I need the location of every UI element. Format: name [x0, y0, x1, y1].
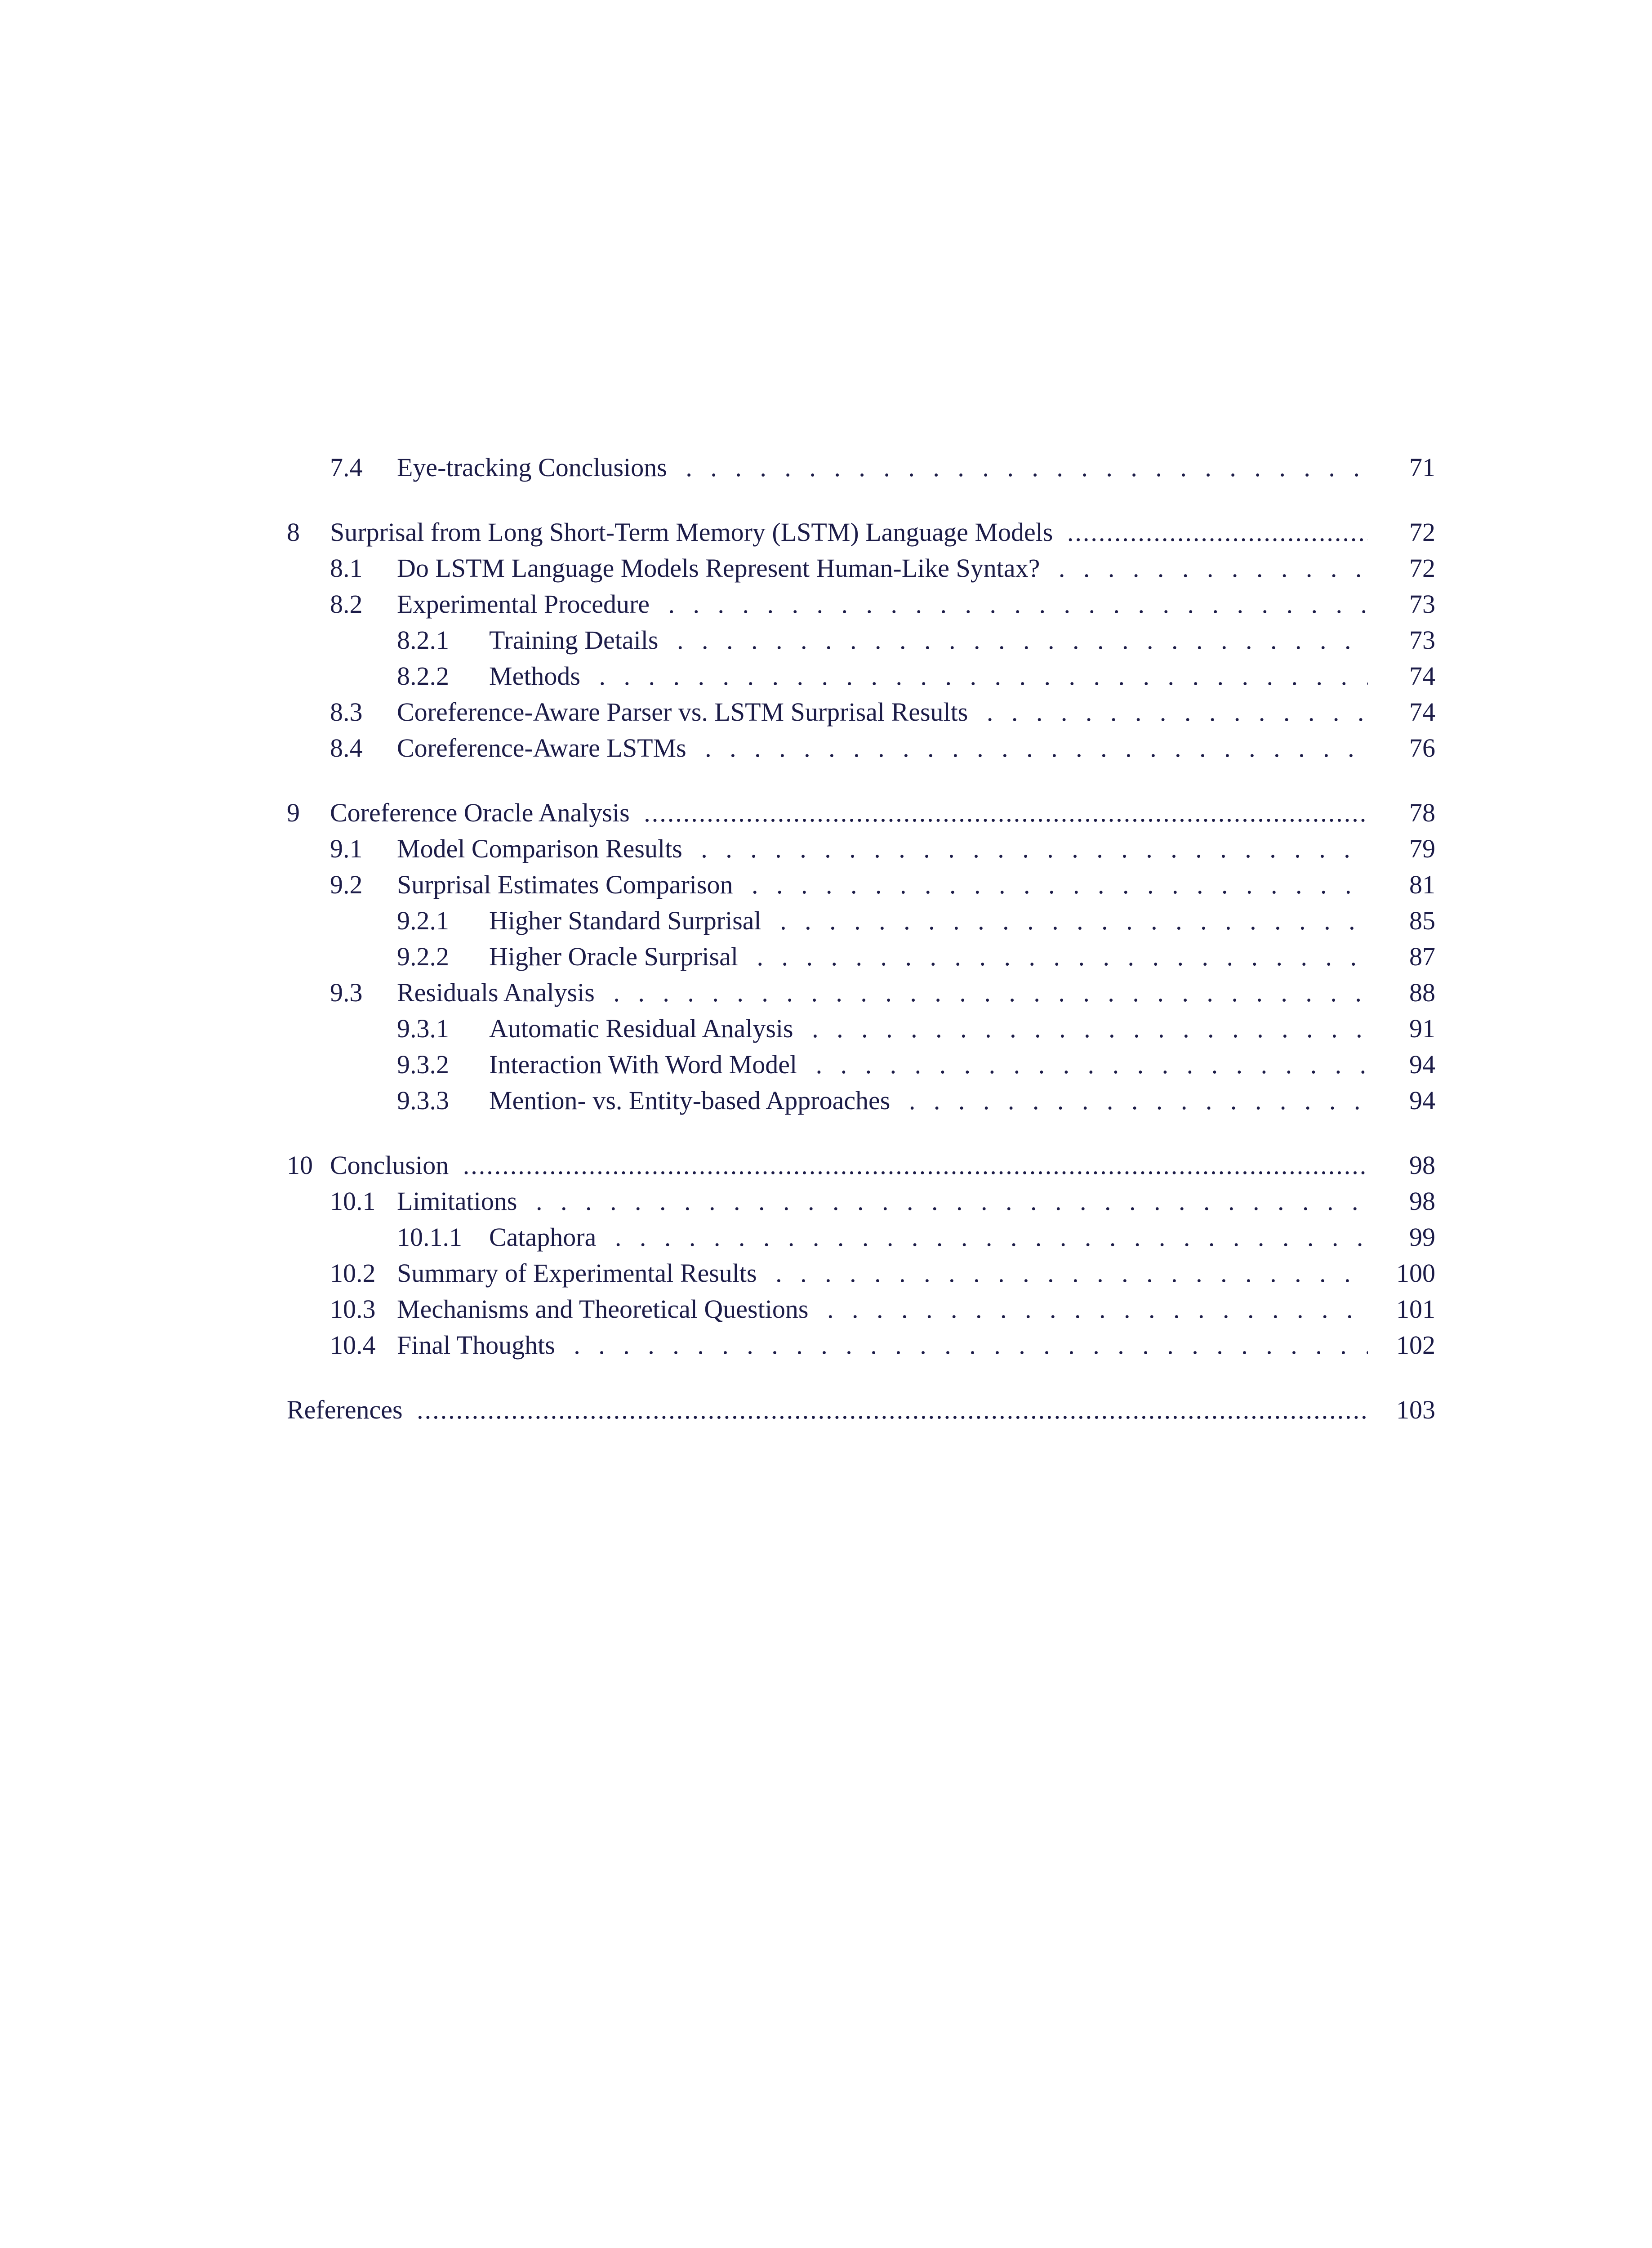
- toc-entry-title-text: Coreference Oracle Analysis: [330, 798, 636, 827]
- toc-entry[interactable]: [287, 1183, 1435, 1219]
- toc-entry-page: 98: [1409, 1186, 1435, 1216]
- toc-entry-title: [330, 1147, 1368, 1183]
- toc-entry-title-text: References: [287, 1395, 409, 1424]
- toc-entry-title-text: Summary of Experimental Results: [397, 1258, 763, 1288]
- toc-entry-title-text: Surprisal from Long Short-Term Memory (LSTM) Language Models: [330, 517, 1059, 547]
- toc-entry-title-text: Automatic Residual Analysis: [489, 1014, 800, 1043]
- toc-entry-page: 85: [1409, 906, 1435, 935]
- toc-entry[interactable]: [287, 550, 1435, 586]
- toc-entry-page: 79: [1409, 834, 1435, 863]
- toc-entry[interactable]: [287, 867, 1435, 903]
- toc-entry[interactable]: [287, 1392, 1435, 1428]
- toc-entry-title: [397, 1327, 1368, 1363]
- toc-entry-number: 9.2.2: [397, 942, 449, 971]
- toc-entry-number: 9.3.1: [397, 1014, 449, 1043]
- toc-entry[interactable]: [287, 730, 1435, 766]
- toc-entry-page: 99: [1409, 1222, 1435, 1252]
- toc-entry-title: [397, 586, 1368, 622]
- toc-entry-page: 88: [1409, 978, 1435, 1007]
- toc-entry-title-text: Coreference-Aware Parser vs. LSTM Surprisal Results: [397, 697, 974, 727]
- toc-entry-title: [397, 1291, 1368, 1327]
- toc-entry-page: 74: [1409, 661, 1435, 691]
- toc-entry-number: 9.3: [330, 978, 363, 1007]
- toc-entry-title-text: Higher Standard Surprisal: [489, 906, 768, 935]
- toc-entry-title-text: Residuals Analysis: [397, 978, 601, 1007]
- toc-entry[interactable]: [287, 1255, 1435, 1291]
- toc-entry[interactable]: [287, 795, 1435, 831]
- toc-entry[interactable]: [287, 1219, 1435, 1255]
- toc-entry-number: 8.3: [330, 697, 363, 727]
- toc-entry-title: [397, 694, 1368, 730]
- toc-entry-title-text: Mechanisms and Theoretical Questions: [397, 1294, 815, 1324]
- toc-entry-title-text: Mention- vs. Entity-based Approaches: [489, 1086, 896, 1115]
- toc-entry-title: [489, 658, 1368, 694]
- toc-entry-number: 10.4: [330, 1330, 376, 1360]
- toc-entry[interactable]: [287, 1011, 1435, 1047]
- toc-entry-page: 101: [1396, 1294, 1435, 1324]
- toc-entry-title: [489, 1011, 1368, 1047]
- toc-entry-number: 7.4: [330, 453, 363, 482]
- table-of-contents: [287, 450, 1435, 1428]
- toc-entry-title-text: Conclusion: [330, 1151, 455, 1180]
- toc-entry-number: 8.4: [330, 733, 363, 763]
- toc-entry-number: 10.2: [330, 1258, 376, 1288]
- toc-entry-number: 9.1: [330, 834, 363, 863]
- toc-entry-number: 8.2.1: [397, 625, 449, 655]
- toc-entry-page: 73: [1409, 625, 1435, 655]
- toc-entry-title: [397, 1255, 1368, 1291]
- toc-entry-title: [397, 730, 1368, 766]
- toc-entry-title-text: Coreference-Aware LSTMs: [397, 733, 693, 763]
- toc-entry[interactable]: [287, 1083, 1435, 1119]
- toc-entry-title: [287, 1392, 1368, 1428]
- toc-entry-title: [489, 903, 1368, 939]
- toc-entry-title-text: Surprisal Estimates Comparison: [397, 870, 739, 899]
- toc-entry-number: 9.2: [330, 870, 363, 899]
- toc-entry[interactable]: [287, 903, 1435, 939]
- toc-entry-number: 9: [287, 798, 300, 827]
- toc-entry-title: [397, 831, 1368, 867]
- toc-entry[interactable]: [287, 450, 1435, 486]
- toc-entry[interactable]: [287, 831, 1435, 867]
- toc-entry-page: 71: [1409, 453, 1435, 482]
- toc-entry-number: 10.1.1: [397, 1222, 462, 1252]
- toc-entry-page: 87: [1409, 942, 1435, 971]
- toc-entry-page: 102: [1396, 1330, 1435, 1360]
- toc-entry-page: 76: [1409, 733, 1435, 763]
- toc-entry-title-text: Model Comparison Results: [397, 834, 689, 863]
- toc-entry-title: [397, 867, 1368, 903]
- toc-entry-page: 72: [1409, 517, 1435, 547]
- toc-entry-title: [330, 514, 1368, 550]
- toc-entry-title-text: Experimental Procedure: [397, 589, 656, 619]
- toc-entry-number: 8.2: [330, 589, 363, 619]
- toc-entry-number: 8: [287, 517, 300, 547]
- toc-entry-page: 78: [1409, 798, 1435, 827]
- toc-entry-number: 9.3.3: [397, 1086, 449, 1115]
- toc-entry-title: [489, 939, 1368, 975]
- toc-entry-number: 9.3.2: [397, 1050, 449, 1079]
- toc-entry[interactable]: [287, 1147, 1435, 1183]
- toc-entry-page: 98: [1409, 1151, 1435, 1180]
- toc-entry-title: [489, 622, 1368, 658]
- toc-entry-page: 103: [1396, 1395, 1435, 1424]
- toc-entry[interactable]: [287, 939, 1435, 975]
- toc-entry[interactable]: [287, 622, 1435, 658]
- toc-entry-page: 73: [1409, 589, 1435, 619]
- toc-entry-page: 74: [1409, 697, 1435, 727]
- toc-entry-title-text: Limitations: [397, 1186, 523, 1216]
- toc-entry-number: 10.3: [330, 1294, 376, 1324]
- toc-entry-page: 72: [1409, 553, 1435, 583]
- toc-entry[interactable]: [287, 1047, 1435, 1083]
- toc-entry-title-text: Training Details: [489, 625, 664, 655]
- toc-entry[interactable]: [287, 975, 1435, 1011]
- toc-entry[interactable]: [287, 586, 1435, 622]
- toc-entry-page: 81: [1409, 870, 1435, 899]
- toc-entry[interactable]: [287, 694, 1435, 730]
- toc-entry-number: 10: [287, 1151, 313, 1180]
- toc-entry-page: 100: [1396, 1258, 1435, 1288]
- toc-entry-title-text: Eye-tracking Conclusions: [397, 453, 673, 482]
- toc-entry-title-text: Cataphora: [489, 1222, 602, 1252]
- toc-entry-page: 94: [1409, 1050, 1435, 1079]
- toc-entry-title: [489, 1083, 1368, 1119]
- toc-entry-title: [397, 550, 1368, 586]
- toc-entry-title: [397, 450, 1368, 486]
- toc-entry[interactable]: [287, 658, 1435, 694]
- toc-entry-page: 91: [1409, 1014, 1435, 1043]
- toc-entry-title: [397, 1183, 1368, 1219]
- toc-entry-title: [330, 795, 1368, 831]
- toc-entry-number: 10.1: [330, 1186, 376, 1216]
- toc-entry-number: 8.1: [330, 553, 363, 583]
- toc-entry[interactable]: [287, 514, 1435, 550]
- toc-entry-title: [489, 1219, 1368, 1255]
- toc-entry-title: [489, 1047, 1368, 1083]
- toc-entry-title-text: Do LSTM Language Models Represent Human-Like Syntax?: [397, 553, 1046, 583]
- toc-entry[interactable]: [287, 1291, 1435, 1327]
- toc-entry-number: 9.2.1: [397, 906, 449, 935]
- toc-entry-title-text: Higher Oracle Surprisal: [489, 942, 744, 971]
- toc-entry-title-text: Methods: [489, 661, 587, 691]
- toc-entry-page: 94: [1409, 1086, 1435, 1115]
- toc-entry-title: [397, 975, 1368, 1011]
- toc-entry-title-text: Final Thoughts: [397, 1330, 561, 1360]
- toc-entry[interactable]: [287, 1327, 1435, 1363]
- toc-entry-title-text: Interaction With Word Model: [489, 1050, 803, 1079]
- toc-entry-number: 8.2.2: [397, 661, 449, 691]
